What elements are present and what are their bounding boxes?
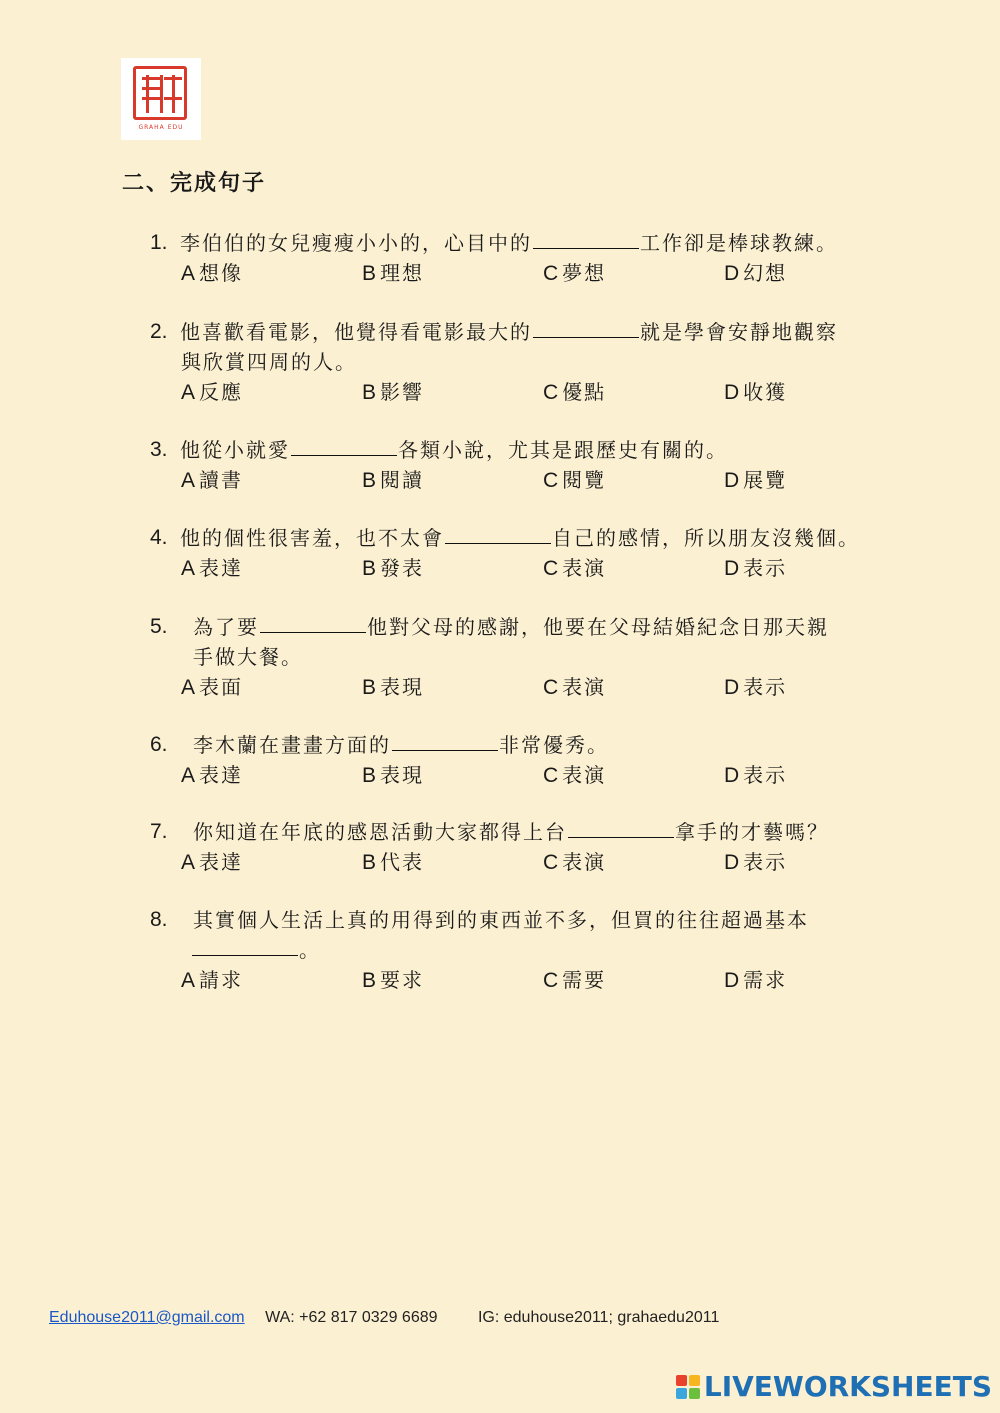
option-d[interactable]: D 收獲 [724,380,788,404]
option-c[interactable]: C 表演 [543,850,607,874]
question-6 [150,730,910,791]
question-5 [150,612,910,703]
option-a[interactable]: A 表達 [181,763,244,787]
question-text-end: 。 [299,938,321,962]
option-c[interactable]: C 優點 [543,380,607,404]
answer-blank[interactable] [568,817,674,838]
answer-blank[interactable] [533,228,639,249]
logo-caption: GRAHA EDU [138,124,184,131]
question-4 [150,523,910,584]
answer-blank[interactable] [445,523,551,544]
question-1 [150,228,910,289]
option-b[interactable]: B 代表 [362,850,425,874]
option-d[interactable]: D 展覽 [724,468,788,492]
question-text: 你知道在年底的感恩活動大家都得上台 [193,820,567,844]
option-d[interactable]: D 表示 [724,763,788,787]
liveworksheets-text: LIVEWORKSHEETS [703,1370,992,1403]
question-text: 工作卻是棒球教練。 [640,231,838,255]
question-text: 他的個性很害羞，也不太會 [180,526,444,550]
option-a[interactable]: A 想像 [181,261,244,285]
question-number: 6. [150,733,168,756]
question-number: 4. [150,526,168,549]
option-b[interactable]: B 理想 [362,261,425,285]
whatsapp-contact: WA: +62 817 0329 6689 [265,1309,438,1326]
option-c[interactable]: C 閱覽 [543,468,607,492]
option-a[interactable]: A 表達 [181,850,244,874]
question-text: 他對父母的感謝，他要在父母結婚紀念日那天親 [367,615,829,639]
option-c[interactable]: C 需要 [543,968,607,992]
option-d[interactable]: D 幻想 [724,261,788,285]
question-text: 李木蘭在畫畫方面的 [193,733,391,757]
question-number: 1. [150,231,168,254]
question-number: 7. [150,820,168,843]
question-text: 李伯伯的女兒瘦瘦小小的，心目中的 [180,231,532,255]
question-number: 3. [150,438,168,461]
question-text: 他喜歡看電影，他覺得看電影最大的 [180,320,532,344]
option-d[interactable]: D 表示 [724,556,788,580]
liveworksheets-brand[interactable] [676,1370,992,1403]
option-b[interactable]: B 表現 [362,675,425,699]
question-text: 為了要 [193,615,259,639]
answer-blank[interactable] [533,317,639,338]
option-b[interactable]: B 表現 [362,763,425,787]
question-3 [150,435,910,496]
liveworksheets-icon [676,1375,700,1399]
option-c[interactable]: C 表演 [543,675,607,699]
question-text: 他從小就愛 [180,438,290,462]
question-text-continued: 與欣賞四周的人。 [181,350,357,374]
footer [49,1309,755,1327]
option-a[interactable]: A 讀書 [181,468,244,492]
option-b[interactable]: B 發表 [362,556,425,580]
question-text: 其實個人生活上真的用得到的東西並不多，但買的往往超過基本 [193,908,809,932]
question-text: 非常優秀。 [499,733,609,757]
question-number: 2. [150,320,168,343]
question-text: 就是學會安靜地觀察 [640,320,838,344]
option-c[interactable]: C 表演 [543,763,607,787]
option-d[interactable]: D 表示 [724,850,788,874]
question-text-continued: 手做大餐。 [193,645,303,669]
option-b[interactable]: B 要求 [362,968,425,992]
question-number: 8. [150,908,168,931]
question-text: 自己的感情，所以朋友沒幾個。 [552,526,860,550]
option-d[interactable]: D 表示 [724,675,788,699]
option-d[interactable]: D 需求 [724,968,788,992]
question-7 [150,817,910,878]
question-8 [150,905,910,996]
question-number: 5. [150,615,168,638]
option-c[interactable]: C 表演 [543,556,607,580]
seal-icon [133,66,187,120]
option-c[interactable]: C 夢想 [543,261,607,285]
option-a[interactable]: A 請求 [181,968,244,992]
section-title: 二、完成句子 [122,171,267,196]
question-text: 拿手的才藝嗎？ [675,820,829,844]
answer-blank[interactable] [291,435,397,456]
instagram-contact: IG: eduhouse2011; grahaedu2011 [477,1309,720,1326]
email-link[interactable]: Eduhouse2011@gmail.com [49,1309,245,1326]
graha-edu-logo [121,58,201,140]
answer-blank[interactable] [192,935,298,956]
question-text: 各類小說，尤其是跟歷史有關的。 [398,438,728,462]
answer-blank[interactable] [392,730,498,751]
option-b[interactable]: B 影響 [362,380,425,404]
answer-blank[interactable] [260,612,366,633]
option-a[interactable]: A 表面 [181,675,244,699]
question-2 [150,317,910,408]
option-b[interactable]: B 閱讀 [362,468,425,492]
option-a[interactable]: A 表達 [181,556,244,580]
option-a[interactable]: A 反應 [181,380,244,404]
